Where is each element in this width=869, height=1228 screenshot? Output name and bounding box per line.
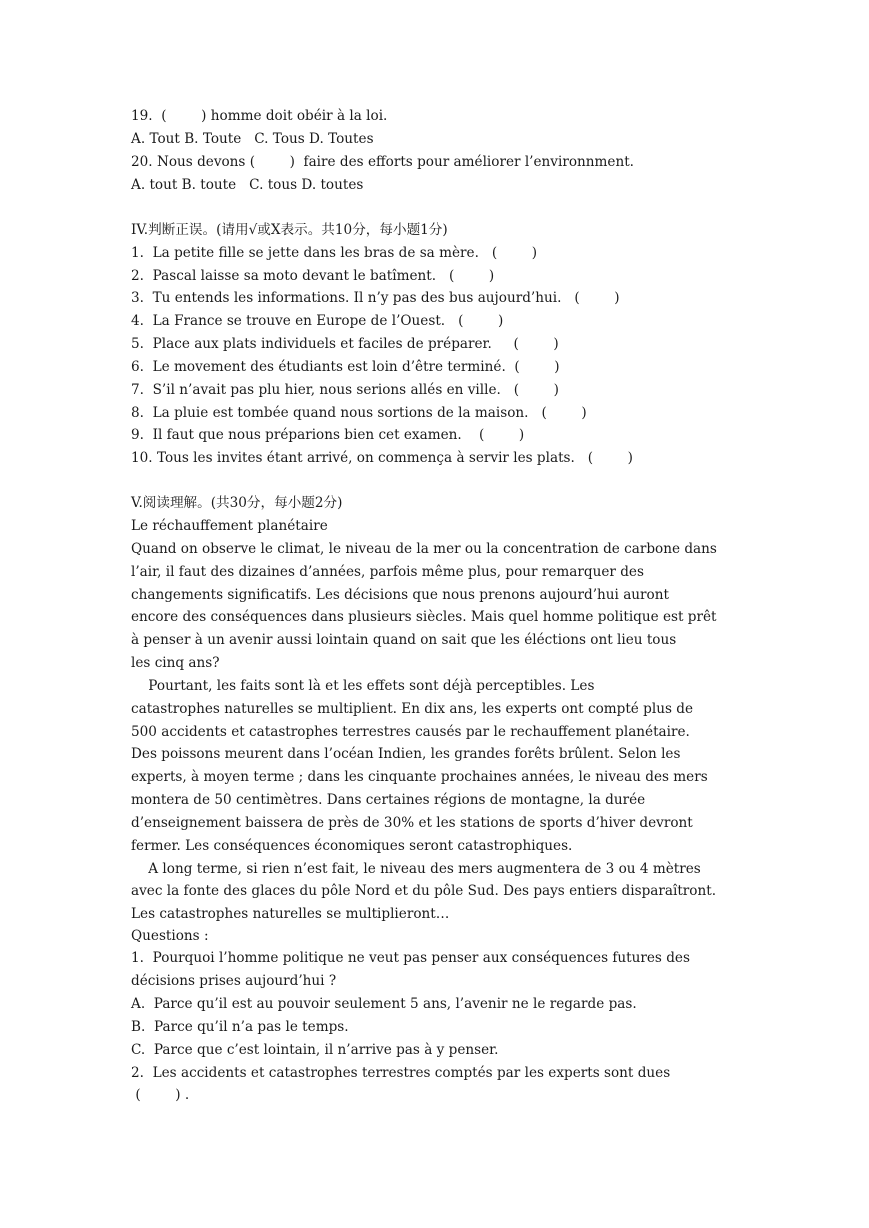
tf-item-6: 6. Le movement des étudiants est loin d’être terminé. ( ) [131,359,560,375]
reading-question-1: 1. Pourquoi l’homme politique ne veut pas penser aux conséquences futures des [131,950,690,966]
passage-line: avec la fonte des glaces du pôle Nord et du pôle Sud. Des pays entiers disparaîtront. [131,883,717,899]
passage-line: montera de 50 centimètres. Dans certaines régions de montagne, la durée [131,792,646,808]
reading-q1-option-a: A. Parce qu’il est au pouvoir seulement 5 ans, l’avenir ne le regarde pas. [131,996,637,1012]
passage-line: A long terme, si rien n’est fait, le niveau des mers augmentera de 3 ou 4 mètres [131,861,701,877]
tf-item-2: 2. Pascal laisse sa moto devant le batîment. ( ) [131,268,495,284]
section-v-heading: V.阅读理解。(共30分，每小题2分) [131,495,343,511]
passage-line: Des poissons meurent dans l’océan Indien, les grandes forêts brûlent. Selon les [131,746,681,762]
tf-item-3: 3. Tu entends les informations. Il n’y pas des bus aujourd’hui. ( ) [131,290,620,306]
reading-question-2-blank: ( ) . [131,1087,190,1103]
passage-line: les cinq ans? [131,655,220,671]
passage-line: changements significatifs. Les décisions que nous prenons aujourd’hui auront [131,587,669,603]
reading-question-2: 2. Les accidents et catastrophes terrestres comptés par les experts sont dues [131,1065,671,1081]
question-20-options: A. tout B. toute C. tous D. toutes [131,177,364,193]
tf-item-4: 4. La France se trouve en Europe de l’Ouest. ( ) [131,313,504,329]
reading-q1-option-c: C. Parce que c’est lointain, il n’arrive pas à y penser. [131,1042,499,1058]
passage-line: 500 accidents et catastrophes terrestres causés par le rechauffement planétaire. [131,724,690,740]
passage-line: catastrophes naturelles se multiplient. En dix ans, les experts ont compté plus de [131,701,694,717]
question-19-options: A. Tout B. Toute C. Tous D. Toutes [131,131,374,147]
passage-line: à penser à un avenir aussi lointain quand on sait que les éléctions ont lieu tous [131,632,677,648]
passage-line: encore des conséquences dans plusieurs siècles. Mais quel homme politique est prêt [131,609,717,625]
tf-item-8: 8. La pluie est tombée quand nous sortions de la maison. ( ) [131,405,587,421]
tf-item-1: 1. La petite fille se jette dans les bras de sa mère. ( ) [131,245,538,261]
question-19: 19. ( ) homme doit obéir à la loi. [131,108,388,124]
section-iv-heading: IV.判断正误。(请用√或X表示。共10分，每小题1分) [131,222,448,238]
passage-line: fermer. Les conséquences économiques seront catastrophiques. [131,838,573,854]
passage-line: Les catastrophes naturelles se multiplieront… [131,906,450,922]
reading-question-1-cont: décisions prises aujourd’hui ? [131,973,337,989]
questions-heading: Questions : [131,928,209,944]
tf-item-10: 10. Tous les invites étant arrivé, on commença à servir les plats. ( ) [131,450,633,466]
passage-line: Quand on observe le climat, le niveau de la mer ou la concentration de carbone dans [131,541,717,557]
passage-line: d’enseignement baissera de près de 30% et les stations de sports d’hiver devront [131,815,693,831]
tf-item-5: 5. Place aux plats individuels et faciles de préparer. ( ) [131,336,559,352]
passage-line: experts, à moyen terme ; dans les cinquante prochaines années, le niveau des mers [131,769,708,785]
passage-line: Pourtant, les faits sont là et les effets sont déjà perceptibles. Les [131,678,595,694]
passage-title: Le réchauffement planétaire [131,518,328,534]
question-20: 20. Nous devons ( ) faire des efforts pour améliorer l’environnment. [131,154,634,170]
reading-q1-option-b: B. Parce qu’il n’a pas le temps. [131,1019,349,1035]
passage-line: l’air, il faut des dizaines d’années, parfois même plus, pour remarquer des [131,564,644,580]
tf-item-9: 9. Il faut que nous préparions bien cet examen. ( ) [131,427,525,443]
tf-item-7: 7. S’il n’avait pas plu hier, nous serions allés en ville. ( ) [131,382,559,398]
